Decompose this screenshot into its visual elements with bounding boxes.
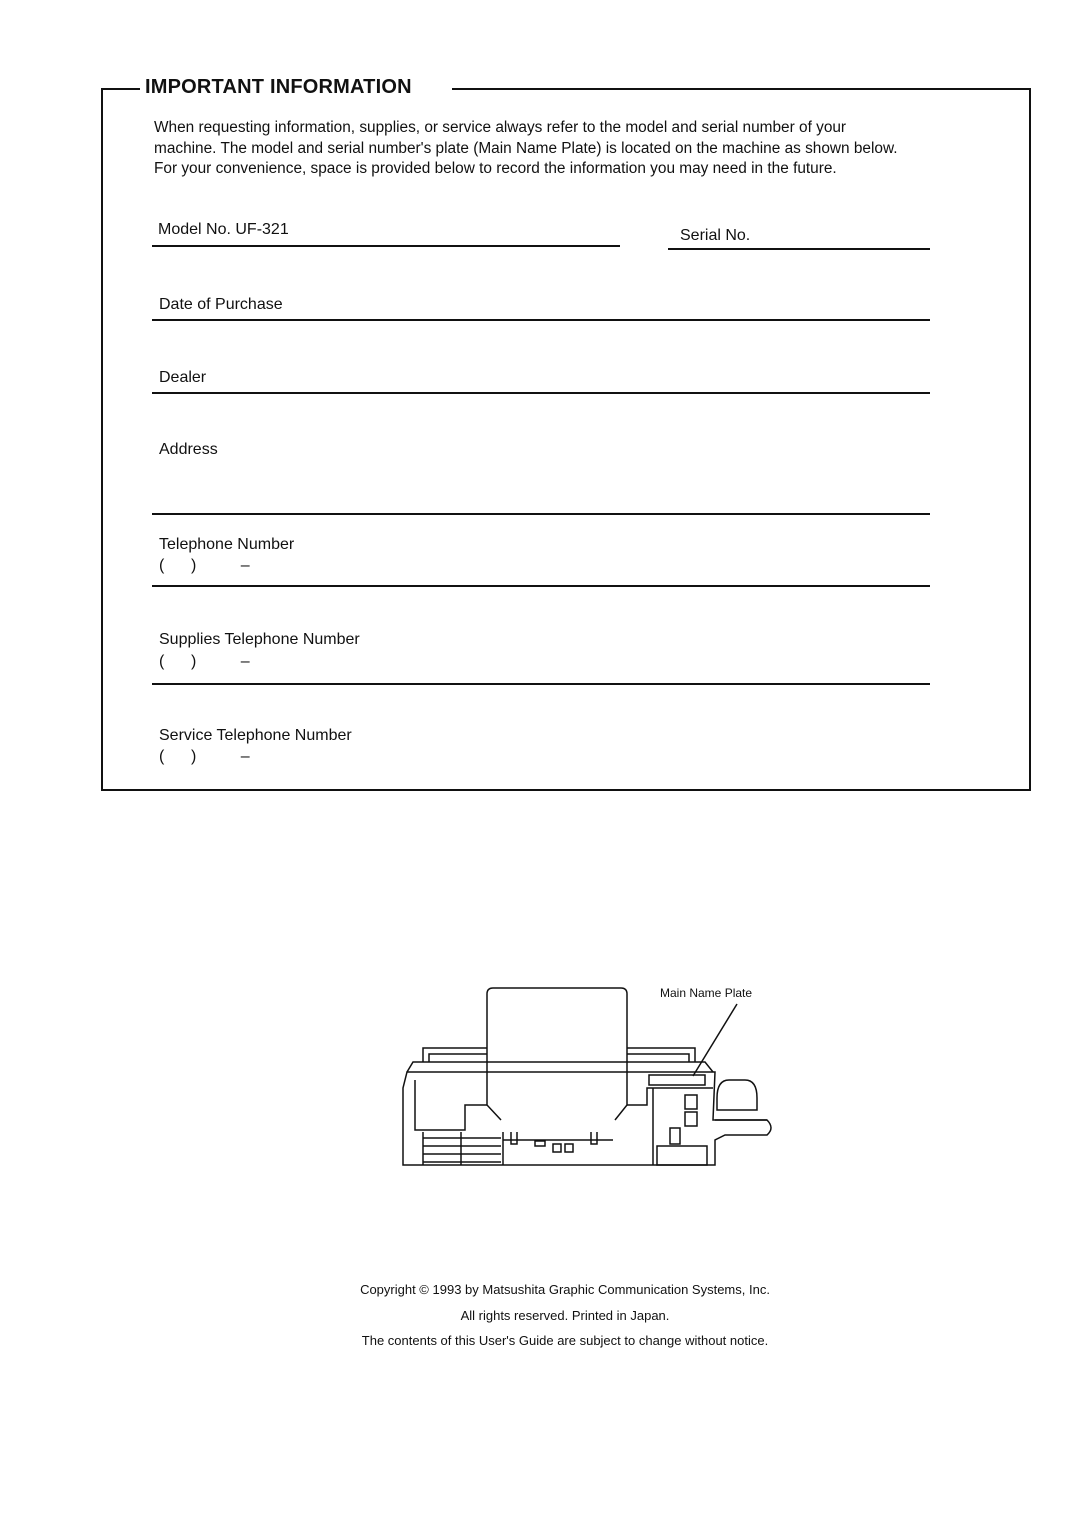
dealer-line[interactable]: [152, 392, 930, 394]
intro-paragraph: [154, 118, 1004, 180]
notice-line: The contents of this User's Guide are subject to change without notice.: [361, 1333, 769, 1348]
service-telephone-label: Service Telephone Number: [159, 727, 352, 744]
intro-line: machine. The model and serial number's plate (Main Name Plate) is located on the machine as shown below.: [154, 139, 898, 157]
telephone-format: ( ) –: [159, 557, 250, 574]
model-number-label: Model No. UF-321: [158, 221, 289, 238]
section-title: IMPORTANT INFORMATION: [145, 76, 412, 98]
frame-left-border: [101, 88, 103, 790]
main-name-plate: [649, 1075, 705, 1085]
supplies-telephone-line[interactable]: [152, 683, 930, 685]
frame-top-border-left: [101, 88, 140, 90]
purchase-date-label: Date of Purchase: [159, 296, 283, 313]
name-plate-caption: Main Name Plate: [660, 986, 753, 1000]
serial-number-line[interactable]: [668, 248, 930, 250]
handset: [717, 1080, 757, 1110]
machine-body: [403, 1072, 771, 1165]
frame-top-border-right: [452, 88, 1029, 90]
supplies-telephone-format: ( ) –: [159, 653, 250, 670]
address-label: Address: [159, 441, 218, 458]
model-number-line[interactable]: [152, 245, 620, 247]
address-line[interactable]: [152, 513, 930, 515]
telephone-label: Telephone Number: [159, 536, 295, 553]
intro-line: For your convenience, space is provided below to record the information you may need in the future.: [154, 160, 837, 177]
copyright-line: Copyright © 1993 by Matsushita Graphic Communication Systems, Inc.: [360, 1282, 770, 1297]
supplies-telephone-label: Supplies Telephone Number: [159, 631, 360, 648]
information-box: [101, 88, 1031, 791]
name-plate-leader-line: [693, 1004, 737, 1076]
dealer-label: Dealer: [159, 369, 207, 386]
paper-sheet: [487, 988, 627, 1080]
fax-machine-illustration: [395, 980, 785, 1175]
telephone-line[interactable]: [152, 585, 930, 587]
service-telephone-format: ( ) –: [159, 748, 250, 765]
intro-line: When requesting information, supplies, or service always refer to the model and serial number of your: [154, 119, 847, 136]
purchase-date-line[interactable]: [152, 319, 930, 321]
serial-number-label: Serial No.: [680, 227, 751, 244]
rights-line: All rights reserved. Printed in Japan.: [460, 1308, 670, 1323]
